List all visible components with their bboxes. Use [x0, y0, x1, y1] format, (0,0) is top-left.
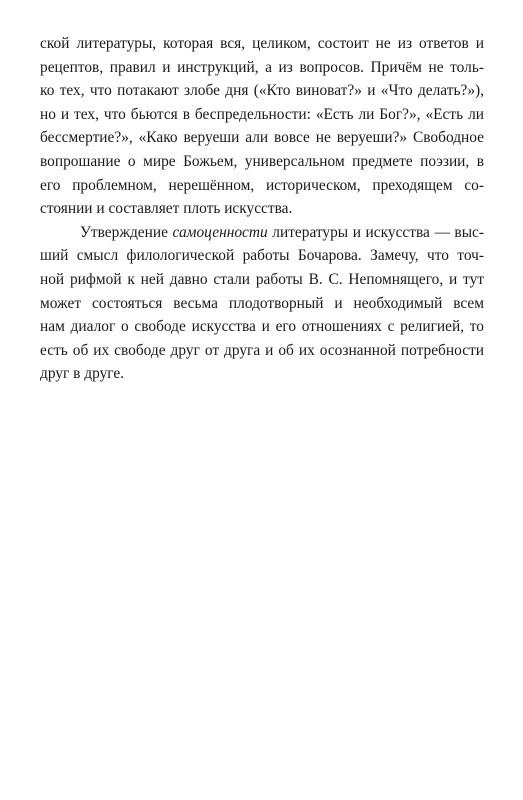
text-line: может состояться весьма плодотворный и необходимый всем [40, 294, 484, 312]
text-line: ской литературы, которая вся, целиком, состоит не из ответов и [40, 35, 484, 52]
text-line: нам диалог о свободе искусства и его отношениях с религией, то [40, 318, 484, 336]
paragraph-2 [40, 221, 484, 386]
text-line: друг в друге. [40, 365, 125, 383]
text-line: бессмертие?», «Како веруеши али вовсе не веруеши?» Свободное [40, 129, 484, 147]
text-run: литературы и искусства — выс- [267, 223, 484, 241]
emphasized-term: самоценности [172, 223, 268, 241]
text-line: ший смысл филологической работы Бочарова. Замечу, что точ- [40, 247, 484, 265]
text-run: Утверждение [80, 223, 173, 241]
text-line: есть об их свободе друг от друга и об их осознанной потребности [40, 341, 484, 359]
text-line: но и тех, что бьются в беспредельности: «Есть ли Бог?», «Есть ли [40, 105, 484, 123]
text-line: вопрошание о мире Божьем, универсальном предмете поэзии, в [40, 152, 484, 170]
text-line [40, 221, 484, 245]
document-page [40, 32, 484, 386]
text-line: его проблемном, нерешённом, историческом, преходящем со- [40, 176, 484, 194]
paragraph-1 [40, 32, 484, 221]
text-line: стоянии и составляет плоть искусства. [40, 200, 293, 218]
text-line: рецептов, правил и инструкций, а из вопросов. Причём не толь- [40, 58, 484, 76]
text-line: ной рифмой к ней давно стали работы В. С. Непомнящего, и тут [40, 270, 484, 288]
text-line: ко тех, что потакают злобе дня («Кто виноват?» и «Что делать?»), [40, 82, 484, 100]
